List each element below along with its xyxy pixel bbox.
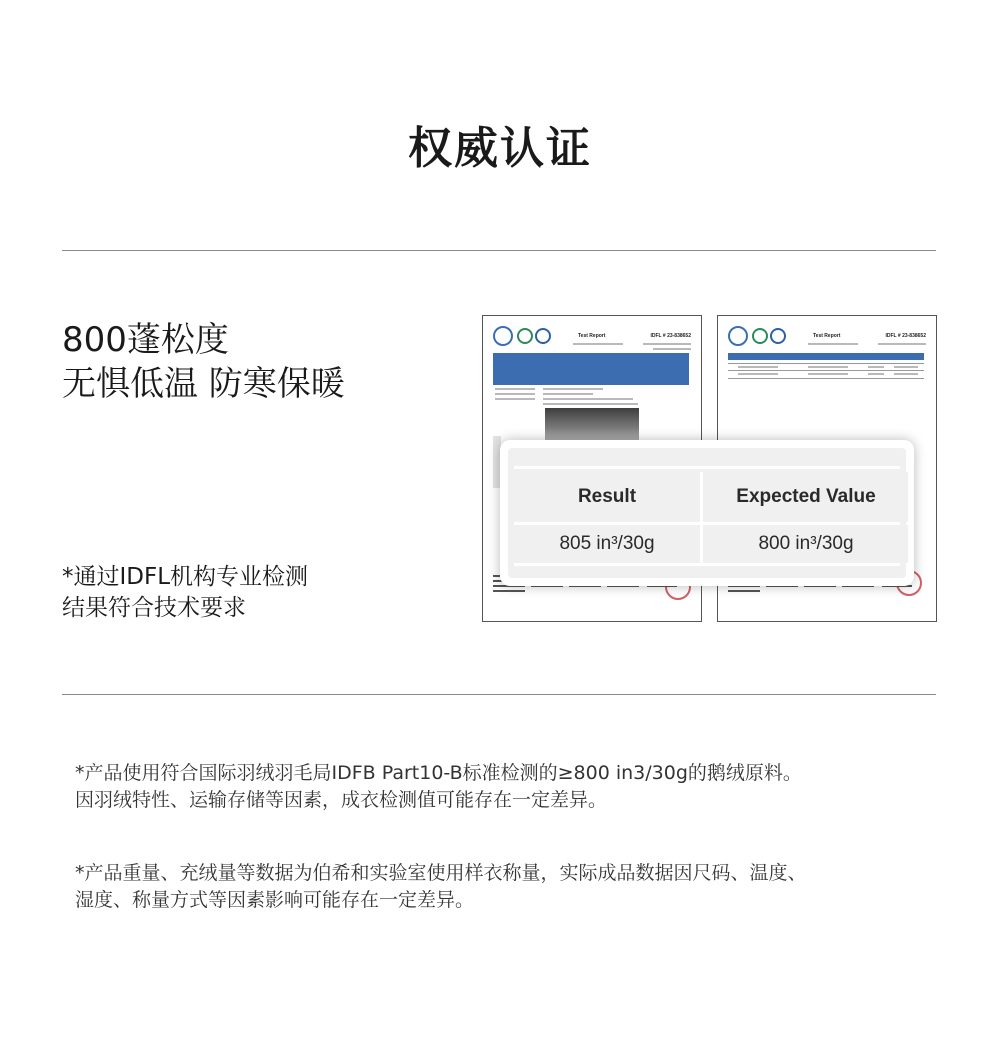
accreditation-logo-icon bbox=[517, 328, 533, 344]
weight-note-line-2: 湿度、称量方式等因素影响可能存在一定差异。 bbox=[75, 889, 475, 911]
material-note-line-1: *产品使用符合国际羽绒羽毛局IDFB Part10-B标准检测的≥800 in3/30g的鹅绒原料。 bbox=[75, 762, 802, 784]
result-table bbox=[508, 448, 906, 578]
divider-bottom bbox=[62, 694, 936, 695]
report-code: IDFL # 23-838652 bbox=[885, 333, 926, 339]
headline bbox=[62, 318, 345, 406]
certification-note-line-1: *通过IDFL机构专业检测 bbox=[62, 564, 309, 590]
certification-note-line-2: 结果符合技术要求 bbox=[62, 595, 246, 621]
divider-top bbox=[62, 250, 936, 251]
expected-value-cell: 800 in³/30g bbox=[704, 525, 908, 563]
certification-note bbox=[62, 562, 308, 624]
report-title: Test Report bbox=[578, 333, 606, 339]
result-table-card bbox=[500, 440, 914, 586]
idfl-logo-icon bbox=[728, 326, 748, 346]
result-value-cell: 805 in³/30g bbox=[514, 525, 700, 563]
iaf-logo-icon bbox=[770, 328, 786, 344]
sample-photo bbox=[545, 408, 639, 444]
summary-bar bbox=[728, 353, 924, 360]
headline-line-2: 无惧低温 防寒保暖 bbox=[62, 364, 345, 404]
iaf-logo-icon bbox=[535, 328, 551, 344]
headline-line-1: 800蓬松度 bbox=[62, 320, 229, 360]
accreditation-logo-icon bbox=[752, 328, 768, 344]
weight-note bbox=[75, 860, 807, 914]
report-header bbox=[493, 326, 691, 356]
expected-value-header-cell: Expected Value bbox=[704, 472, 908, 522]
result-header-cell: Result bbox=[514, 472, 700, 522]
report-client-block bbox=[493, 353, 689, 385]
report-header bbox=[728, 326, 926, 356]
page-title: 权威认证 bbox=[408, 123, 592, 174]
material-note bbox=[75, 760, 802, 814]
idfl-logo-icon bbox=[493, 326, 513, 346]
weight-note-line-1: *产品重量、充绒量等数据为伯希和实验室使用样衣称量，实际成品数据因尺码、温度、 bbox=[75, 862, 807, 884]
result-table-row bbox=[514, 525, 900, 563]
result-table-header bbox=[514, 472, 900, 522]
material-note-line-2: 因羽绒特性、运输存储等因素，成衣检测值可能存在一定差异。 bbox=[75, 789, 608, 811]
report-title: Test Report bbox=[813, 333, 841, 339]
report-code: IDFL # 23-838652 bbox=[650, 333, 691, 339]
